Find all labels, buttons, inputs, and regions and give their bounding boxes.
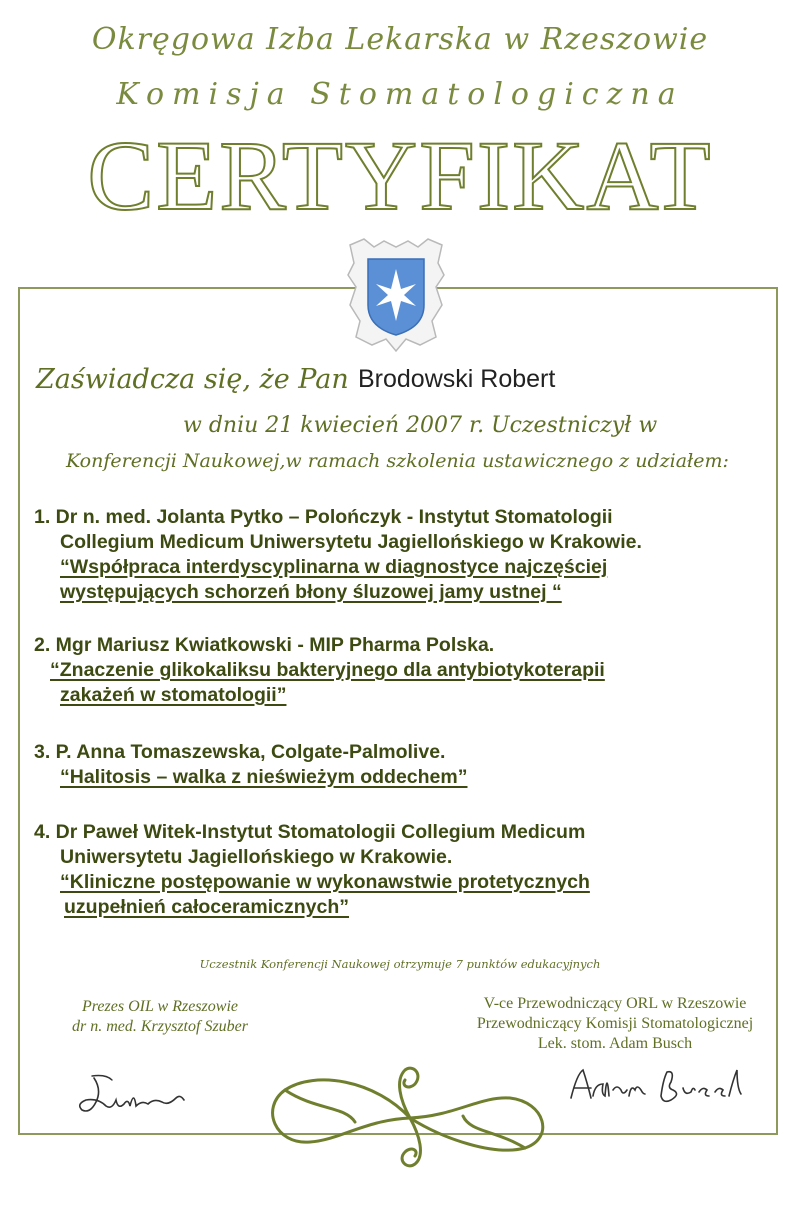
lecture-item: [34, 740, 754, 790]
attestation-prefix: Zaświadcza się, że Pan: [36, 364, 349, 395]
lecture-speaker: 1. Dr n. med. Jolanta Pytko – Polończyk - Instytut Stomatologii: [34, 506, 613, 528]
lecture-speaker: 3. P. Anna Tomaszewska, Colgate-Palmolive.: [34, 741, 446, 763]
education-points-note: Uczestnik Konferencji Naukowej otrzymuje 7 punktów edukacyjnych: [199, 957, 601, 971]
lecture-affiliation: Uniwersytetu Jagiellońskiego w Krakowie.: [60, 846, 453, 868]
ornament-icon: [255, 1060, 565, 1170]
lecture-title: “Współpraca interdyscyplinarna w diagnostyce najczęściej: [60, 556, 608, 578]
recipient-name: Brodowski Robert: [358, 365, 556, 393]
left-handwritten-signature: [72, 1070, 192, 1120]
commission-name: Komisja Stomatologiczna: [116, 77, 684, 112]
lecture-item: [34, 505, 754, 605]
lecture-item: [34, 820, 754, 920]
organization-name: Okręgowa Izba Lekarska w Rzeszowie: [91, 22, 709, 57]
attendance-date-line: w dniu 21 kwiecień 2007 r. Uczestniczył w: [183, 413, 658, 438]
right-signatory: [440, 994, 790, 1054]
lecture-title: “Kliniczne postępowanie w wykonawstwie protetycznych: [60, 871, 590, 893]
lecture-item: [34, 633, 754, 708]
signatory-name: Lek. stom. Adam Busch: [537, 1035, 693, 1052]
lecture-title: zakażeń w stomatologii”: [60, 684, 287, 706]
lecture-speaker: 2. Mgr Mariusz Kwiatkowski - MIP Pharma Polska.: [34, 634, 495, 656]
certificate-title: CERTYFIKAT: [87, 120, 713, 231]
lecture-title: uzupełnień całoceramicznych”: [64, 896, 350, 918]
signatory-name: dr n. med. Krzysztof Szuber: [71, 1018, 248, 1035]
coat-of-arms-icon: [344, 235, 448, 355]
conference-line: Konferencji Naukowej,w ramach szkolenia ustawicznego z udziałem:: [66, 450, 729, 472]
signatory-role: Prezes OIL w Rzeszowie: [82, 998, 238, 1015]
lecture-title: występujących schorzeń błony śluzowej jamy ustnej “: [60, 581, 562, 603]
left-signatory: [40, 997, 280, 1037]
signatory-role: Przewodniczący Komisji Stomatologicznej: [476, 1015, 754, 1032]
right-handwritten-signature: [565, 1060, 750, 1110]
lecture-title: “Znaczenie glikokaliksu bakteryjnego dla antybiotykoterapii: [50, 659, 605, 681]
signatory-role: V-ce Przewodniczący ORL w Rzeszowie: [483, 995, 747, 1012]
lecture-affiliation: Collegium Medicum Uniwersytetu Jagiellońskiego w Krakowie.: [60, 531, 642, 553]
lecture-title: “Halitosis – walka z nieświeżym oddechem”: [60, 766, 468, 788]
lecture-speaker: 4. Dr Paweł Witek-Instytut Stomatologii Collegium Medicum: [34, 821, 586, 843]
